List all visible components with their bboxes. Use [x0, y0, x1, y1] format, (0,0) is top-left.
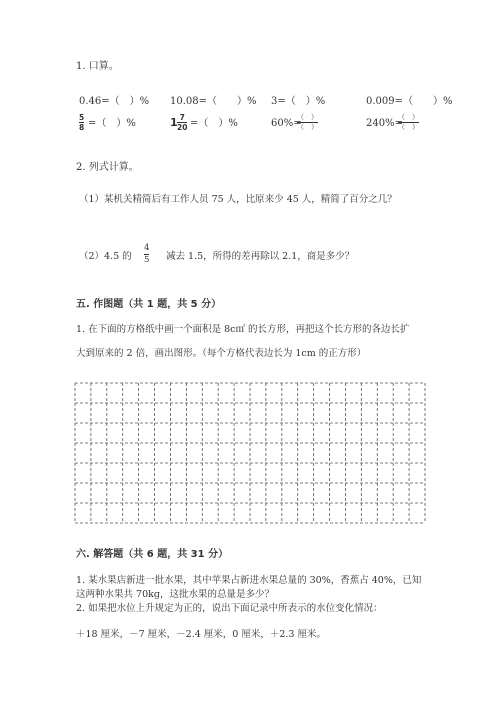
fraction-7-20	[177, 114, 187, 131]
fraction-numerator: 7	[179, 113, 185, 122]
word-problem-1-line-2: 这两种水果共 70kg，这批水果的总量是多少？	[76, 589, 274, 600]
oral-calc-item-7-left: 60%=	[271, 118, 302, 129]
square-grid-paper[interactable]	[74, 382, 426, 524]
blank-numerator: （ ）	[297, 113, 318, 121]
mixed-number-whole: 1	[170, 116, 178, 129]
word-problem-1-line-1: 1. 某水果店新进一批水果，其中苹果占新进水果总量的 30%，香蕉占 40%，已知	[76, 575, 422, 586]
blank-fraction-1	[297, 114, 318, 131]
section-5-heading: 五. 作图题（共 1 题，共 5 分）	[76, 299, 222, 310]
drawing-question-line-2: 大到原来的 2 倍，画出图形。（每个方格代表边长为 1cm 的正方形）	[76, 348, 367, 359]
blank-denominator: （ ）	[398, 123, 419, 131]
blank-numerator: （ ）	[398, 113, 419, 121]
fraction-numerator: 4	[144, 243, 150, 253]
calc-question-1: （1）某机关精简后有工作人员 75 人，比原来少 45 人，精简了百分之几？	[79, 194, 397, 205]
drawing-question-line-1: 1. 在下面的方格纸中画一个面积是 8c㎡ 的长方形，再把这个长方形的各边长扩	[76, 324, 410, 335]
word-problem-2-line-1: 2. 如果把水位上升规定为正的，说出下面记录中所表示的水位变化情况：	[76, 603, 383, 614]
section-1-title: 1. 口算。	[76, 61, 119, 72]
fraction-4-5	[144, 244, 149, 265]
oral-calc-item-3: 3=（ ）%	[271, 96, 326, 107]
oral-calc-item-2: 10.08=（ ）%	[170, 96, 257, 107]
section-6-heading: 六. 解答题（共 6 题，共 31 分）	[76, 549, 229, 560]
oral-calc-item-1: 0.46=（ ）%	[79, 96, 150, 107]
word-problem-2-line-2: ＋18 厘米，－7 厘米，－2.4 厘米，0 厘米，＋2.3 厘米。	[76, 629, 326, 640]
calc-question-2-suffix: 减去 1.5，所得的差再除以 2.1，商是多少？	[166, 251, 355, 262]
fraction-denominator: 8	[79, 123, 85, 132]
blank-fraction-2	[398, 114, 419, 131]
oral-calc-item-4: 0.009=（ ）%	[366, 96, 453, 107]
oral-calc-item-5-rest: =（ ）%	[88, 118, 136, 129]
oral-calc-item-8-left: 240%=	[366, 118, 403, 129]
fraction-denominator: 20	[177, 123, 188, 132]
fraction-denominator: 5	[144, 255, 150, 265]
fraction-5-8	[79, 114, 84, 131]
calc-question-2-prefix: （2）4.5 的	[79, 251, 132, 262]
oral-calc-item-6-rest: =（ ）%	[190, 118, 238, 129]
blank-denominator: （ ）	[297, 123, 318, 131]
fraction-numerator: 5	[79, 113, 85, 122]
section-2-title: 2. 列式计算。	[76, 162, 139, 173]
